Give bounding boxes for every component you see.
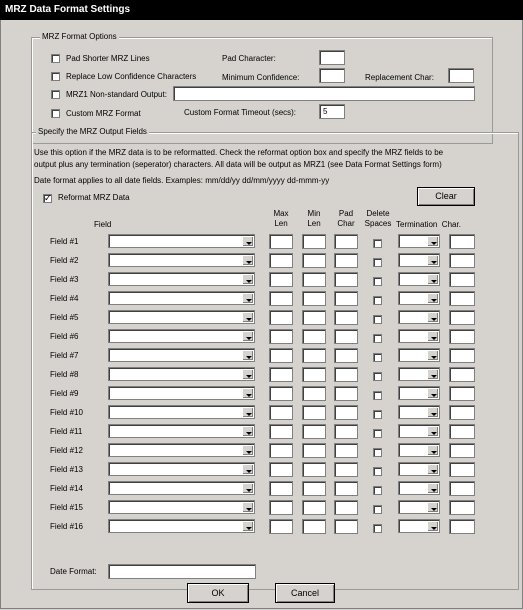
- field-13-max-len-input[interactable]: [269, 462, 293, 477]
- field-4-delete-spaces-checkbox[interactable]: [373, 296, 382, 305]
- field-3-max-len-input[interactable]: [269, 272, 293, 287]
- header-termination-char: Termination Char.: [396, 220, 461, 229]
- field-7-char-input[interactable]: [449, 348, 475, 363]
- field-row-label: Field #11: [50, 427, 83, 436]
- field-5-char-input[interactable]: [449, 310, 475, 325]
- field-10-max-len-input[interactable]: [269, 405, 293, 420]
- chevron-down-icon[interactable]: [242, 331, 253, 341]
- field-1-char-input[interactable]: [449, 234, 475, 249]
- field-row-label: Field #15: [50, 503, 83, 512]
- field-6-select[interactable]: [108, 329, 255, 343]
- field-16-max-len-input[interactable]: [269, 519, 293, 534]
- reformat-checkbox[interactable]: [43, 194, 52, 203]
- field-4-char-input[interactable]: [449, 291, 475, 306]
- field-2-pad-char-input[interactable]: [334, 253, 358, 268]
- date-format-label: Date Format:: [50, 567, 97, 576]
- chevron-down-icon[interactable]: [427, 483, 438, 493]
- chevron-down-icon[interactable]: [242, 312, 253, 322]
- format-options-legend: MRZ Format Options: [42, 32, 117, 41]
- output-fields-group: [31, 127, 519, 590]
- chevron-down-icon[interactable]: [427, 407, 438, 417]
- field-6-pad-char-input[interactable]: [334, 329, 358, 344]
- mrz1-nonstandard-checkbox[interactable]: [51, 90, 60, 99]
- field-row-label: Field #3: [50, 275, 79, 284]
- field-3-pad-char-input[interactable]: [334, 272, 358, 287]
- replace-low-conf-checkbox[interactable]: [51, 72, 60, 81]
- field-3-select[interactable]: [108, 272, 255, 286]
- date-note: Date format applies to all date fields. Examples: mm/dd/yy dd/mm/yyyy dd-mmm-yy: [34, 176, 330, 185]
- field-7-max-len-input[interactable]: [269, 348, 293, 363]
- field-5-select[interactable]: [108, 310, 255, 324]
- pad-character-input[interactable]: [319, 50, 345, 65]
- field-13-pad-char-input[interactable]: [334, 462, 358, 477]
- chevron-down-icon[interactable]: [427, 293, 438, 303]
- chevron-down-icon[interactable]: [242, 293, 253, 303]
- ok-button[interactable]: OK: [187, 583, 249, 603]
- field-2-char-input[interactable]: [449, 253, 475, 268]
- field-2-delete-spaces-checkbox[interactable]: [373, 258, 382, 267]
- mrz1-nonstandard-label: MRZ1 Non-standard Output:: [66, 90, 167, 99]
- field-8-termination-select[interactable]: [398, 367, 440, 381]
- chevron-down-icon[interactable]: [427, 521, 438, 531]
- field-3-delete-spaces-checkbox[interactable]: [373, 277, 382, 286]
- field-row-label: Field #10: [50, 408, 83, 417]
- header-delete-spaces: Delete Spaces: [364, 209, 392, 228]
- field-14-pad-char-input[interactable]: [334, 481, 358, 496]
- chevron-down-icon[interactable]: [242, 483, 253, 493]
- field-13-select[interactable]: [108, 462, 255, 476]
- chevron-down-icon[interactable]: [427, 426, 438, 436]
- field-16-char-input[interactable]: [449, 519, 475, 534]
- chevron-down-icon[interactable]: [242, 274, 253, 284]
- field-5-max-len-input[interactable]: [269, 310, 293, 325]
- minimum-confidence-label: Minimum Confidence:: [222, 73, 300, 82]
- field-5-delete-spaces-checkbox[interactable]: [373, 315, 382, 324]
- field-16-delete-spaces-checkbox[interactable]: [373, 524, 382, 533]
- field-3-termination-select[interactable]: [398, 272, 440, 286]
- chevron-down-icon[interactable]: [242, 502, 253, 512]
- field-9-pad-char-input[interactable]: [334, 386, 358, 401]
- field-10-char-input[interactable]: [449, 405, 475, 420]
- field-9-termination-select[interactable]: [398, 386, 440, 400]
- chevron-down-icon[interactable]: [242, 369, 253, 379]
- field-7-select[interactable]: [108, 348, 255, 362]
- field-1-select[interactable]: [108, 234, 255, 248]
- field-2-max-len-input[interactable]: [269, 253, 293, 268]
- replacement-char-label: Replacement Char:: [365, 73, 434, 82]
- field-15-pad-char-input[interactable]: [334, 500, 358, 515]
- field-6-termination-select[interactable]: [398, 329, 440, 343]
- pad-character-label: Pad Character:: [222, 54, 276, 63]
- field-row-label: Field #9: [50, 389, 79, 398]
- field-3-char-input[interactable]: [449, 272, 475, 287]
- field-1-termination-select[interactable]: [398, 234, 440, 248]
- field-14-min-len-input[interactable]: [302, 481, 326, 496]
- field-11-max-len-input[interactable]: [269, 424, 293, 439]
- field-13-char-input[interactable]: [449, 462, 475, 477]
- field-5-pad-char-input[interactable]: [334, 310, 358, 325]
- custom-format-label: Custom MRZ Format: [66, 109, 141, 118]
- field-9-select[interactable]: [108, 386, 255, 400]
- header-field: Field: [94, 220, 112, 229]
- field-7-pad-char-input[interactable]: [334, 348, 358, 363]
- dialog-window: [0, 20, 523, 609]
- field-2-termination-select[interactable]: [398, 253, 440, 267]
- chevron-down-icon[interactable]: [427, 331, 438, 341]
- field-16-min-len-input[interactable]: [302, 519, 326, 534]
- field-9-max-len-input[interactable]: [269, 386, 293, 401]
- pad-shorter-label: Pad Shorter MRZ Lines: [66, 54, 150, 63]
- field-row-label: Field #5: [50, 313, 79, 322]
- field-14-select[interactable]: [108, 481, 255, 495]
- field-9-delete-spaces-checkbox[interactable]: [373, 391, 382, 400]
- field-2-select[interactable]: [108, 253, 255, 267]
- chevron-down-icon[interactable]: [427, 369, 438, 379]
- field-4-termination-select[interactable]: [398, 291, 440, 305]
- field-row-label: Field #14: [50, 484, 83, 493]
- field-10-delete-spaces-checkbox[interactable]: [373, 410, 382, 419]
- field-13-min-len-input[interactable]: [302, 462, 326, 477]
- replacement-char-input[interactable]: [448, 68, 474, 83]
- field-12-max-len-input[interactable]: [269, 443, 293, 458]
- mrz1-nonstandard-input[interactable]: [173, 86, 475, 101]
- field-10-min-len-input[interactable]: [302, 405, 326, 420]
- title-bar: [0, 0, 523, 20]
- field-14-termination-select[interactable]: [398, 481, 440, 495]
- field-13-delete-spaces-checkbox[interactable]: [373, 467, 382, 476]
- field-12-char-input[interactable]: [449, 443, 475, 458]
- field-11-pad-char-input[interactable]: [334, 424, 358, 439]
- output-fields-legend: Specify the MRZ Output Fields: [38, 127, 147, 136]
- checkmark-icon: ✓: [44, 193, 52, 203]
- description-line-2: output plus any termination (seperator) characters. All data will be output as MRZ1 (see Data Format Settings form): [34, 160, 442, 169]
- field-5-min-len-input[interactable]: [302, 310, 326, 325]
- field-8-char-input[interactable]: [449, 367, 475, 382]
- header-max-len: Max Len: [273, 209, 289, 228]
- field-row-label: Field #1: [50, 237, 79, 246]
- field-12-select[interactable]: [108, 443, 255, 457]
- field-10-termination-select[interactable]: [398, 405, 440, 419]
- field-9-min-len-input[interactable]: [302, 386, 326, 401]
- field-16-select[interactable]: [108, 519, 255, 533]
- field-row-label: Field #4: [50, 294, 79, 303]
- clear-button[interactable]: Clear: [417, 187, 475, 206]
- field-10-pad-char-input[interactable]: [334, 405, 358, 420]
- chevron-down-icon[interactable]: [427, 464, 438, 474]
- field-6-min-len-input[interactable]: [302, 329, 326, 344]
- custom-timeout-label: Custom Format Timeout (secs):: [184, 108, 297, 117]
- field-4-select[interactable]: [108, 291, 255, 305]
- field-row-label: Field #8: [50, 370, 79, 379]
- chevron-down-icon[interactable]: [427, 388, 438, 398]
- description-line-1: Use this option if the MRZ data is to be reformatted. Check the reformat option box and specify the MRZ fields to be: [34, 148, 444, 157]
- field-row-label: Field #12: [50, 446, 83, 455]
- custom-format-checkbox[interactable]: [51, 109, 60, 118]
- cancel-button[interactable]: Cancel: [275, 583, 335, 603]
- field-14-max-len-input[interactable]: [269, 481, 293, 496]
- field-6-delete-spaces-checkbox[interactable]: [373, 334, 382, 343]
- field-6-max-len-input[interactable]: [269, 329, 293, 344]
- field-14-delete-spaces-checkbox[interactable]: [373, 486, 382, 495]
- field-1-min-len-input[interactable]: [302, 234, 326, 249]
- chevron-down-icon[interactable]: [427, 445, 438, 455]
- chevron-down-icon[interactable]: [242, 445, 253, 455]
- chevron-down-icon[interactable]: [427, 255, 438, 265]
- reformat-label: Reformat MRZ Data: [58, 193, 130, 202]
- field-15-max-len-input[interactable]: [269, 500, 293, 515]
- field-12-min-len-input[interactable]: [302, 443, 326, 458]
- field-8-delete-spaces-checkbox[interactable]: [373, 372, 382, 381]
- field-13-termination-select[interactable]: [398, 462, 440, 476]
- field-12-termination-select[interactable]: [398, 443, 440, 457]
- field-7-min-len-input[interactable]: [302, 348, 326, 363]
- field-7-termination-select[interactable]: [398, 348, 440, 362]
- replace-low-conf-label: Replace Low Confidence Characters: [66, 72, 197, 81]
- chevron-down-icon[interactable]: [242, 236, 253, 246]
- date-format-input[interactable]: [108, 564, 256, 579]
- header-min-len: Min Len: [307, 209, 321, 228]
- field-15-min-len-input[interactable]: [302, 500, 326, 515]
- chevron-down-icon[interactable]: [242, 350, 253, 360]
- field-row-label: Field #6: [50, 332, 79, 341]
- field-16-pad-char-input[interactable]: [334, 519, 358, 534]
- field-1-max-len-input[interactable]: [269, 234, 293, 249]
- chevron-down-icon[interactable]: [242, 521, 253, 531]
- field-11-min-len-input[interactable]: [302, 424, 326, 439]
- chevron-down-icon[interactable]: [427, 274, 438, 284]
- field-15-delete-spaces-checkbox[interactable]: [373, 505, 382, 514]
- field-8-max-len-input[interactable]: [269, 367, 293, 382]
- field-1-pad-char-input[interactable]: [334, 234, 358, 249]
- window-title: MRZ Data Format Settings: [5, 4, 131, 15]
- field-8-min-len-input[interactable]: [302, 367, 326, 382]
- field-row-label: Field #2: [50, 256, 79, 265]
- field-4-min-len-input[interactable]: [302, 291, 326, 306]
- field-8-select[interactable]: [108, 367, 255, 381]
- pad-shorter-checkbox[interactable]: [51, 54, 60, 63]
- chevron-down-icon[interactable]: [242, 255, 253, 265]
- chevron-down-icon[interactable]: [427, 236, 438, 246]
- field-11-select[interactable]: [108, 424, 255, 438]
- field-8-pad-char-input[interactable]: [334, 367, 358, 382]
- chevron-down-icon[interactable]: [242, 388, 253, 398]
- field-6-char-input[interactable]: [449, 329, 475, 344]
- field-9-char-input[interactable]: [449, 386, 475, 401]
- chevron-down-icon[interactable]: [427, 312, 438, 322]
- chevron-down-icon[interactable]: [427, 502, 438, 512]
- field-row-label: Field #7: [50, 351, 79, 360]
- chevron-down-icon[interactable]: [427, 350, 438, 360]
- field-12-pad-char-input[interactable]: [334, 443, 358, 458]
- chevron-down-icon[interactable]: [242, 464, 253, 474]
- field-10-select[interactable]: [108, 405, 255, 419]
- chevron-down-icon[interactable]: [242, 426, 253, 436]
- field-16-termination-select[interactable]: [398, 519, 440, 533]
- field-5-termination-select[interactable]: [398, 310, 440, 324]
- field-4-max-len-input[interactable]: [269, 291, 293, 306]
- field-11-termination-select[interactable]: [398, 424, 440, 438]
- field-15-char-input[interactable]: [449, 500, 475, 515]
- field-11-delete-spaces-checkbox[interactable]: [373, 429, 382, 438]
- field-row-label: Field #13: [50, 465, 83, 474]
- field-15-termination-select[interactable]: [398, 500, 440, 514]
- chevron-down-icon[interactable]: [242, 407, 253, 417]
- field-row-label: Field #16: [50, 522, 83, 531]
- custom-timeout-input[interactable]: 5: [319, 104, 345, 119]
- field-4-pad-char-input[interactable]: [334, 291, 358, 306]
- field-3-min-len-input[interactable]: [302, 272, 326, 287]
- field-1-delete-spaces-checkbox[interactable]: [373, 239, 382, 248]
- field-12-delete-spaces-checkbox[interactable]: [373, 448, 382, 457]
- field-7-delete-spaces-checkbox[interactable]: [373, 353, 382, 362]
- minimum-confidence-input[interactable]: [319, 68, 345, 83]
- field-2-min-len-input[interactable]: [302, 253, 326, 268]
- field-15-select[interactable]: [108, 500, 255, 514]
- field-11-char-input[interactable]: [449, 424, 475, 439]
- header-pad-char: Pad Char: [337, 209, 355, 228]
- field-14-char-input[interactable]: [449, 481, 475, 496]
